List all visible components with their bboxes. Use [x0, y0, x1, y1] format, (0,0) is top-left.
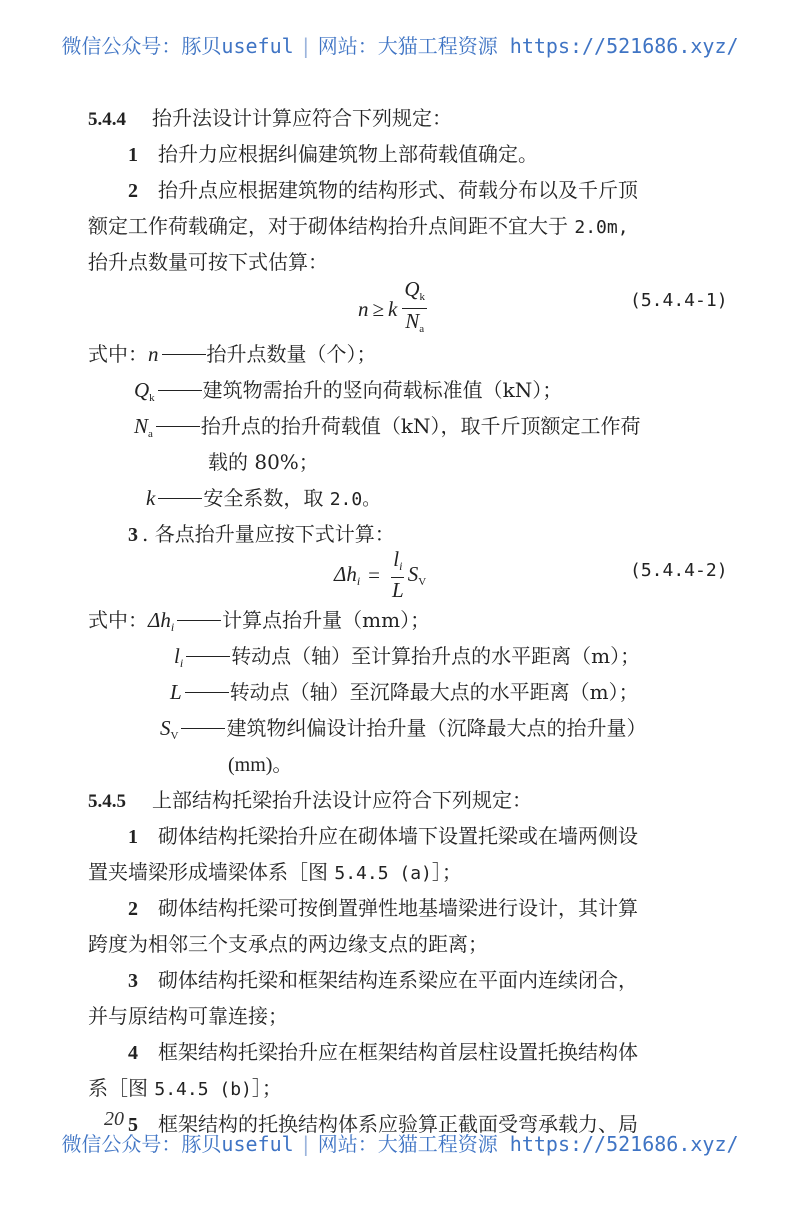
em-dash: [158, 390, 202, 391]
formula-lhs: Δhi: [334, 561, 361, 588]
clause-text: 跨度为相邻三个支承点的两边缘支点的距离；: [88, 932, 488, 956]
fraction-denominator: L: [392, 578, 404, 602]
watermark-top: [0, 30, 800, 59]
em-dash: [186, 656, 230, 657]
definition-li: [174, 642, 640, 677]
watermark-bottom: [0, 1128, 800, 1157]
clause-545-item-2: [128, 894, 638, 923]
watermark-wechat: 微信公众号：豚贝useful: [61, 1132, 294, 1156]
clause-545-item-3-line-2: [88, 1002, 288, 1030]
equation-label: (5.4.4-2): [630, 560, 728, 581]
clause-number: 1: [128, 826, 138, 848]
symbol: n: [148, 342, 159, 366]
watermark-separator: |: [299, 1132, 312, 1156]
definition-L: [170, 678, 639, 706]
clause-text: 抬升点应根据建筑物的结构形式、荷载分布以及千斤顶: [158, 178, 638, 202]
symbol: $S_V$: [160, 716, 179, 742]
clause-text: ］；: [251, 1076, 282, 1100]
symbol: L: [170, 680, 182, 704]
definition-text: 抬升点数量（个）；: [206, 342, 377, 366]
clause-number: 2: [128, 898, 138, 920]
formula-5-4-4-2: [334, 548, 426, 602]
em-dash: [162, 354, 206, 355]
figure-reference: 5.4.5 (b): [154, 1079, 252, 1100]
clause-number: 1: [128, 144, 138, 166]
clause-text: 额定工作荷载确定，对于砌体结构抬升点间距不宜大于: [88, 214, 568, 238]
symbol: Δhi: [148, 608, 175, 634]
clause-item-1: [128, 140, 538, 169]
formula-relation: ≥: [372, 297, 385, 321]
section-heading-5-4-5: [88, 786, 532, 816]
formula-fraction: [402, 278, 427, 341]
definition-text: 转动点（轴）至计算抬升点的水平距离（m）；: [231, 644, 641, 668]
section-number: 5.4.4: [88, 109, 126, 130]
section-number: 5.4.5: [88, 791, 126, 812]
definition-text: 计算点抬升量（mm）；: [222, 608, 431, 632]
formula-lhs: n: [358, 297, 369, 321]
clause-545-item-1: [128, 822, 638, 851]
definition-text: 载的 80%；: [208, 450, 319, 474]
definition-text: 抬升点的抬升荷载值（kN），取千斤顶额定工作荷: [200, 414, 641, 438]
safety-factor-value: 2.0。: [329, 489, 381, 510]
definition-Qk: [134, 376, 562, 412]
definition-text: 安全系数，取: [203, 486, 324, 510]
definition-text: (mm)。: [228, 754, 293, 776]
definition-Sv: [160, 714, 646, 750]
symbol: $Q_k$: [134, 378, 155, 404]
spacing-value: 2.0m,: [574, 217, 629, 238]
fraction-numerator: $Q_k$: [402, 278, 427, 309]
clause-number: 5: [128, 1114, 138, 1136]
clause-text: 砌体结构托梁和框架结构连系梁应在平面内连续闭合，: [158, 968, 638, 992]
equation-label: (5.4.4-1): [630, 290, 728, 311]
definition-n: [88, 340, 377, 368]
symbol: $N_a$: [134, 414, 153, 440]
em-dash: [185, 692, 229, 693]
symbol: li: [174, 644, 184, 670]
clause-number: 3: [128, 524, 138, 546]
where-prefix: 式中：: [88, 342, 148, 366]
formula-factor: $S_V$: [407, 562, 427, 588]
em-dash: [156, 426, 200, 427]
formula-relation: =: [368, 562, 381, 587]
watermark-separator: |: [299, 34, 312, 58]
section-title: 抬升法设计计算应符合下列规定：: [152, 106, 452, 130]
definition-Na-cont: [208, 448, 319, 476]
clause-item-2-line-3: [88, 248, 328, 276]
symbol: k: [146, 486, 156, 510]
watermark-site: 网站：大猫工程资源 https://521686.xyz/: [317, 34, 739, 58]
clause-text: 抬升力应根据纠偏建筑物上部荷载值确定。: [158, 142, 538, 166]
clause-text: 置夹墙梁形成墙梁体系［图: [88, 860, 328, 884]
clause-545-item-4: [128, 1038, 638, 1067]
formula-fraction: [390, 548, 406, 602]
clause-text: 砌体结构托梁可按倒置弹性地基墙梁进行设计，其计算: [158, 896, 638, 920]
fraction-denominator: $N_a$: [405, 309, 425, 335]
clause-number: 4: [128, 1042, 138, 1064]
clause-text: 抬升点数量可按下式估算：: [88, 250, 328, 274]
definition-text: 转动点（轴）至沉降最大点的水平距离（m）；: [229, 680, 639, 704]
definition-text: 建筑物需抬升的竖向荷载标准值（kN）；: [202, 378, 563, 402]
clause-number: 3: [128, 970, 138, 992]
fraction-numerator: li: [391, 548, 404, 578]
clause-text: . 各点抬升量应按下式计算：: [142, 522, 395, 546]
clause-number: 2: [128, 180, 138, 202]
page-number: 20: [104, 1108, 124, 1130]
clause-text: 框架结构的托换结构体系应验算正截面受弯承载力、局: [158, 1112, 638, 1136]
em-dash: [177, 620, 221, 621]
section-title: 上部结构托梁抬升法设计应符合下列规定：: [152, 788, 532, 812]
definition-Na: [134, 412, 641, 448]
clause-text: 框架结构托梁抬升应在框架结构首层柱设置托换结构体: [158, 1040, 638, 1064]
clause-text: 砌体结构托梁抬升应在砌体墙下设置托梁或在墙两侧设: [158, 824, 638, 848]
em-dash: [158, 498, 202, 499]
clause-545-item-1-line-2: [88, 858, 462, 888]
definition-text: 建筑物纠偏设计抬升量（沉降最大点的抬升量）: [226, 716, 647, 740]
clause-item-2: [128, 176, 638, 205]
clause-545-item-3: [128, 966, 638, 995]
formula-coefficient: k: [388, 297, 398, 321]
where-prefix: 式中：: [88, 608, 148, 632]
clause-545-item-2-line-2: [88, 930, 488, 958]
em-dash: [181, 728, 225, 729]
clause-text: ］；: [431, 860, 462, 884]
clause-text: 并与原结构可靠连接；: [88, 1004, 288, 1028]
figure-reference: 5.4.5 (a): [334, 863, 432, 884]
definition-k: [146, 484, 380, 514]
clause-545-item-4-line-2: [88, 1074, 282, 1104]
watermark-wechat: 微信公众号：豚贝useful: [61, 34, 294, 58]
watermark-site: 网站：大猫工程资源 https://521686.xyz/: [317, 1132, 739, 1156]
definition-Sv-cont: [228, 750, 292, 779]
clause-text: 系［图: [88, 1076, 148, 1100]
clause-item-3: [128, 520, 395, 549]
section-heading-5-4-4: [88, 104, 452, 134]
definition-delta-h: [88, 606, 430, 641]
formula-5-4-4-1: [358, 278, 429, 341]
clause-item-2-line-2: [88, 212, 629, 242]
